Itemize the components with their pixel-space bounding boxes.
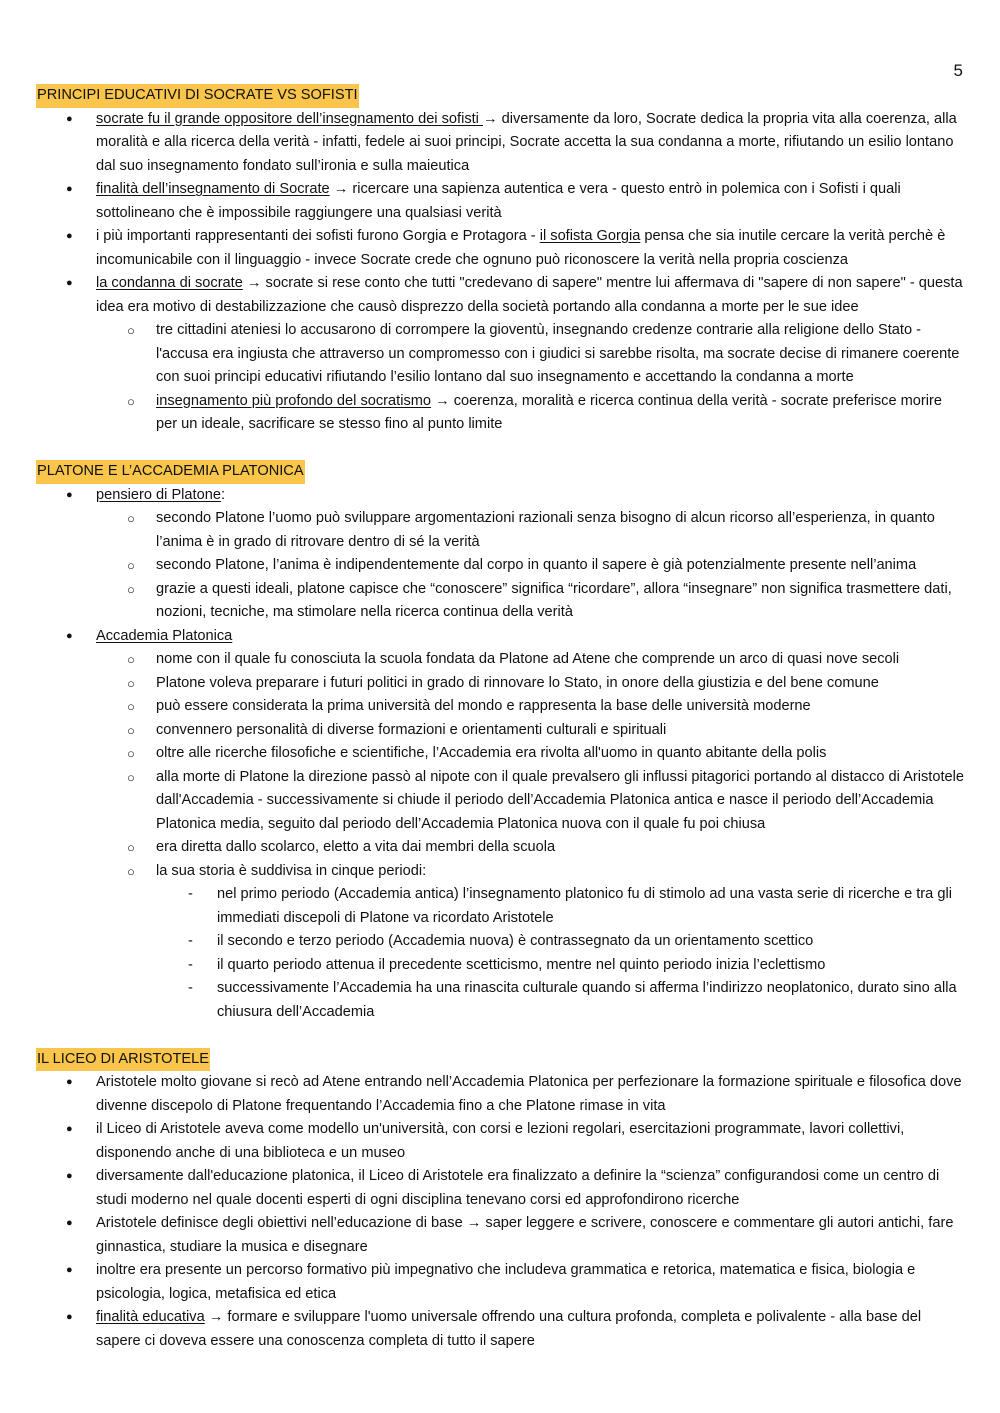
item-text: inoltre era presente un percorso formativo più impegnativo che includeva grammatica e retorica, matematica e fisica, biologia e psicologia, logica, metafisica ed etica bbox=[96, 1262, 916, 1302]
item-text: grazie a questi ideali, platone capisce che “conoscere” significa “ricordare”, allora “insegnare” non significa trasmettere dati, nozioni, tecniche, ma stimolare nella ricerca continua della verità bbox=[156, 580, 952, 620]
list-item bbox=[156, 883, 966, 930]
bullet-list-level-2 bbox=[36, 319, 966, 437]
list-item bbox=[36, 178, 966, 225]
section bbox=[36, 460, 966, 1024]
section bbox=[36, 1048, 966, 1354]
item-text: la sua storia è suddivisa in cinque periodi: bbox=[156, 862, 427, 879]
list-item bbox=[156, 954, 966, 978]
list-item bbox=[96, 695, 966, 719]
item-text: → ricercare una sapienza autentica e vera - questo entrò in polemica con i Sofisti i quali sottolineano che è impossibile raggiungere una qualsiasi verità bbox=[96, 181, 901, 221]
section-heading: PLATONE E L’ACCADEMIA PLATONICA bbox=[36, 460, 305, 484]
list-item bbox=[36, 225, 966, 272]
list-item bbox=[36, 272, 966, 437]
item-text: era diretta dallo scolarco, eletto a vita dai membri della scuola bbox=[156, 839, 556, 855]
item-text: : bbox=[220, 486, 226, 503]
list-item bbox=[36, 1259, 966, 1306]
item-text: → coerenza, moralità e ricerca continua della verità - socrate preferisce morire per un ideale, sacrificare se stesso fino al punto limite bbox=[156, 392, 943, 432]
item-text: convennero personalità di diverse formazioni e orientamenti culturali e spirituali bbox=[156, 721, 667, 738]
list-item bbox=[96, 836, 966, 860]
section-heading: IL LICEO DI ARISTOTELE bbox=[36, 1048, 210, 1072]
item-text: il secondo e terzo periodo (Accademia nuova) è contrassegnato da un orientamento scettico bbox=[217, 933, 814, 949]
item-text: pensa che sia inutile cercare la verità perchè è incomunicabile con il linguaggio - invece Socrate crede che ognuno può riconoscere la verità nella propria coscienza bbox=[96, 228, 946, 268]
section-heading: PRINCIPI EDUCATIVI DI SOCRATE VS SOFISTI bbox=[36, 84, 359, 108]
list-item bbox=[36, 1212, 966, 1259]
item-text: nel primo periodo (Accademia antica) l’insegnamento platonico fu di stimolo ad una vasta serie di ricerche e tra gli immediati discepoli di Platone va ricordato Aristotele bbox=[217, 886, 952, 926]
item-text: il Liceo di Aristotele aveva come modello un'università, con corsi e lezioni regolari, esercitazioni programmate, lavori collettivi, disponendo anche di una biblioteca e un museo bbox=[96, 1121, 905, 1161]
list-item bbox=[36, 1165, 966, 1212]
list-item bbox=[96, 390, 966, 437]
item-text: alla morte di Platone la direzione passò al nipote con il quale prevalsero gli influssi pitagorici portando al distacco di Aristotele dall'Accademia - successivamente si chiude il periodo dell’Accademia Platonica antica e nasce il periodo dell’Accademia Platonica media, seguito dal periodo dell’Accademia Platonica nuova con il quale fu poi chiusa bbox=[156, 768, 964, 832]
list-item bbox=[96, 507, 966, 554]
bullet-list-level-2 bbox=[36, 507, 966, 625]
item-text: diversamente dall'educazione platonica, il Liceo di Aristotele era finalizzato a definire la “scienza” configurandosi come un centro di studi moderno nel quale docenti esperti di ogni disciplina tenevano corsi ed approfondirono ricerche bbox=[96, 1168, 940, 1208]
bullet-list-level-3 bbox=[156, 883, 966, 1024]
list-item bbox=[156, 977, 966, 1024]
list-item bbox=[36, 1071, 966, 1118]
list-item bbox=[96, 766, 966, 837]
underlined-term: finalità educativa bbox=[96, 1309, 205, 1325]
page-number: 5 bbox=[953, 61, 963, 80]
bullet-list-level-2 bbox=[36, 648, 966, 1024]
list-item bbox=[156, 930, 966, 954]
item-text: → formare e sviluppare l'uomo universale offrendo una cultura profonda, completa e polivalente - alla base del sapere ci doveva essere una conoscenza completa di tutto il sapere bbox=[96, 1309, 922, 1349]
underlined-term: pensiero di Platone bbox=[96, 486, 221, 503]
item-text: oltre alle ricerche filosofiche e scientifiche, l’Accademia era rivolta all'uomo in quanto abitante della polis bbox=[156, 745, 827, 761]
underlined-term: finalità dell’insegnamento di Socrate bbox=[96, 181, 330, 197]
underlined-term: il sofista Gorgia bbox=[539, 228, 641, 244]
list-item bbox=[96, 578, 966, 625]
list-item bbox=[96, 554, 966, 578]
item-text: → diversamente da loro, Socrate dedica la propria vita alla coerenza, alla moralità e alla ricerca della verità - infatti, fedele ai suoi principi, Socrate accetta la sua condanna a morte, rifiutando un esilio lontano dal suo insegnamento fondato sull’ironia e sulla maieutica bbox=[96, 110, 957, 174]
list-item bbox=[96, 719, 966, 743]
list-item bbox=[36, 1306, 966, 1353]
list-item bbox=[36, 1118, 966, 1165]
document-body bbox=[36, 84, 966, 1353]
underlined-term: insegnamento più profondo del socratismo bbox=[156, 392, 432, 409]
list-item bbox=[36, 625, 966, 1025]
section bbox=[36, 84, 966, 437]
item-text: Aristotele definisce degli obiettivi nell’educazione di base → saper leggere e scrivere, conoscere e commentare gli autori antichi, fare ginnastica, studiare la musica e disegnare bbox=[96, 1215, 954, 1255]
list-item bbox=[36, 108, 966, 179]
item-text: secondo Platone, l’anima è indipendentemente dal corpo in quanto il sapere è già potenzialmente presente nell’anima bbox=[156, 557, 917, 573]
list-item bbox=[96, 648, 966, 672]
item-text: nome con il quale fu conosciuta la scuola fondata da Platone ad Atene che comprende un arco di quasi nove secoli bbox=[156, 651, 900, 667]
item-text: successivamente l’Accademia ha una rinascita culturale quando si afferma l’indirizzo neoplatonico, durato sino alla chiusura dell’Accademia bbox=[217, 980, 957, 1020]
bullet-list-level-1 bbox=[36, 108, 966, 437]
list-item bbox=[96, 860, 966, 1025]
item-text: il quarto periodo attenua il precedente scetticismo, mentre nel quinto periodo inizia l’eclettismo bbox=[217, 956, 826, 973]
list-item bbox=[96, 742, 966, 766]
underlined-term: socrate fu il grande oppositore dell’insegnamento dei sofisti bbox=[96, 110, 483, 127]
item-text: può essere considerata la prima università del mondo e rappresenta la base delle università moderne bbox=[156, 698, 811, 714]
item-text: i più importanti rappresentanti dei sofisti furono Gorgia e Protagora - bbox=[96, 228, 540, 244]
bullet-list-level-1 bbox=[36, 1071, 966, 1353]
bullet-list-level-1 bbox=[36, 484, 966, 1025]
item-text: Platone voleva preparare i futuri politici in grado di rinnovare lo Stato, in onore della giustizia e del bene comune bbox=[156, 674, 879, 691]
list-item bbox=[96, 319, 966, 390]
underlined-term: la condanna di socrate bbox=[96, 275, 243, 291]
item-text: → socrate si rese conto che tutti "credevano di sapere" mentre lui affermava di "sapere di non sapere" - questa idea era motivo di destabilizzazione che causò disprezzo della società portando alla condanna a morte per le sue idee bbox=[96, 275, 963, 315]
item-text: Aristotele molto giovane si recò ad Atene entrando nell’Accademia Platonica per perfezionare la formazione spirituale e filosofica dove divenne discepolo di Platone frequentando l’Accademia fino a che Platone rimase in vita bbox=[96, 1074, 962, 1114]
underlined-term: Accademia Platonica bbox=[96, 627, 233, 644]
list-item bbox=[36, 484, 966, 625]
item-text: tre cittadini ateniesi lo accusarono di corrompere la gioventù, insegnando credenze contrarie alla religione dello Stato - l'accusa era ingiusta che attraverso un compromesso con i giudici si sarebbe risolta, ma socrate decise di rimanere coerente con suoi principi educativi rifiutando l’esilio lontano dal suo insegnamento e accettando la condanna a morte bbox=[156, 322, 960, 385]
list-item bbox=[96, 672, 966, 696]
item-text: secondo Platone l’uomo può sviluppare argomentazioni razionali senza bisogno di alcun ricorso all’esperienza, in quanto l’anima è in grado di ritrovare dentro di sé la verità bbox=[156, 510, 935, 550]
